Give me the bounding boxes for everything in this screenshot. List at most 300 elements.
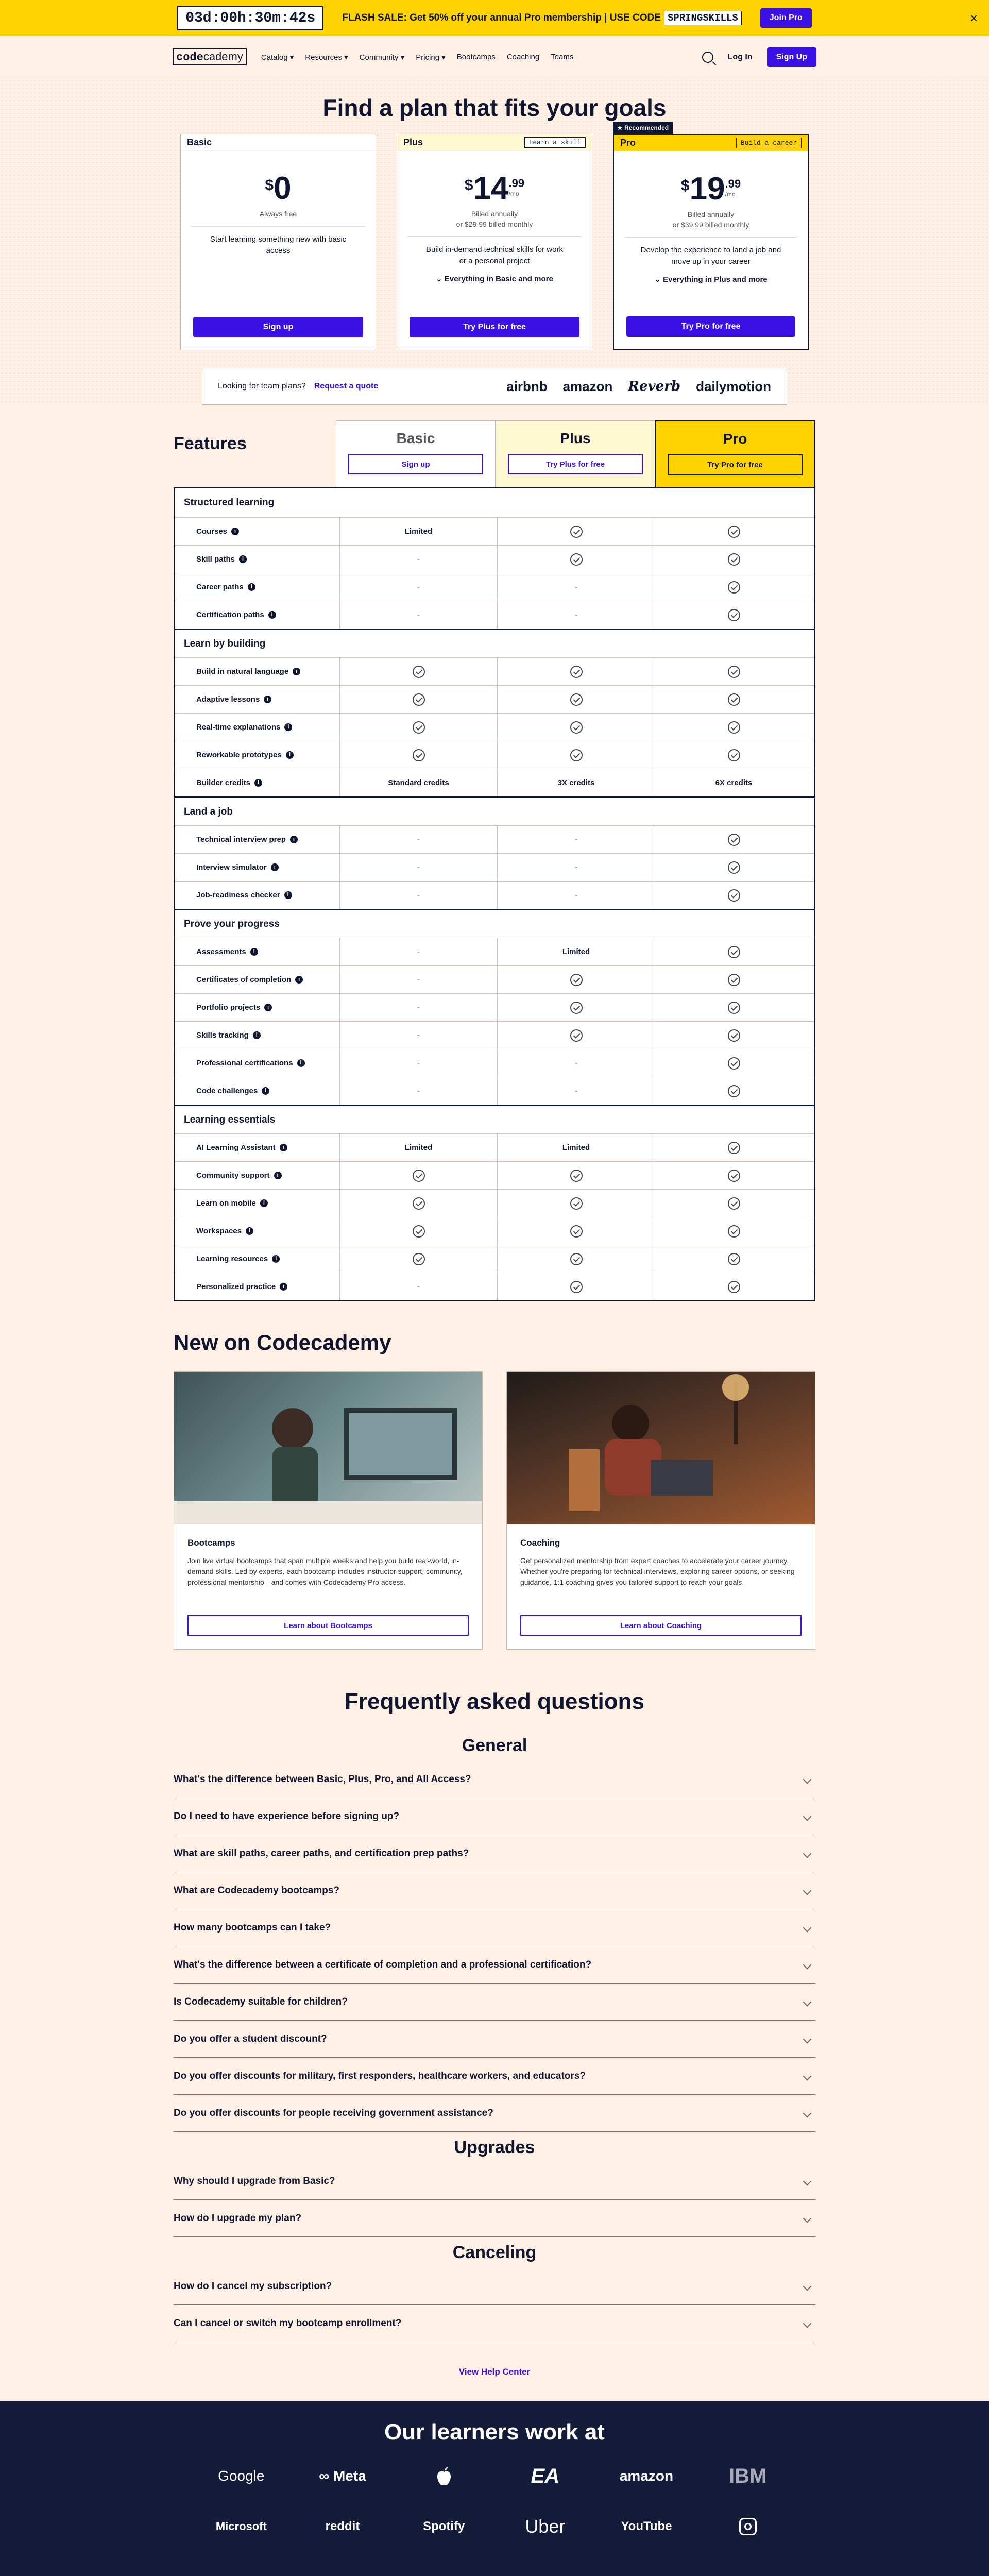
col-name-plus: Plus <box>560 430 591 446</box>
feature-name <box>175 583 339 591</box>
feature-cell <box>339 741 497 769</box>
feature-row <box>175 1049 814 1077</box>
feature-cell <box>497 966 655 993</box>
info-icon[interactable]: i <box>280 1144 287 1151</box>
faq-question-text: How do I upgrade my plan? <box>174 2212 302 2224</box>
nav-pricing[interactable]: Pricing ▾ <box>416 53 446 62</box>
login-link[interactable]: Log In <box>727 52 753 61</box>
info-icon[interactable]: i <box>284 723 292 731</box>
feature-cell <box>339 1162 497 1189</box>
check-circle-icon <box>570 1253 583 1265</box>
nav-links <box>261 53 574 62</box>
faq-question[interactable] <box>174 2095 815 2132</box>
info-icon[interactable]: i <box>286 751 294 759</box>
feature-cell <box>339 1190 497 1217</box>
feature-name-label: Portfolio projects <box>196 1003 261 1012</box>
check-circle-icon <box>413 1170 425 1182</box>
feature-cell <box>339 1245 497 1273</box>
team-plans-text: Looking for team plans? <box>218 382 306 391</box>
plan-desc-pro: Develop the experience to land a job and move up in your career <box>640 246 781 266</box>
feature-cell <box>497 1245 655 1273</box>
faq-section-title: Upgrades <box>454 2138 535 2157</box>
feature-cell: - <box>339 573 497 601</box>
faq-question[interactable] <box>174 2163 815 2200</box>
info-icon[interactable]: i <box>231 528 239 535</box>
search-icon[interactable] <box>702 52 713 63</box>
check-circle-icon <box>570 974 583 986</box>
feature-name-label: Interview simulator <box>196 863 267 872</box>
check-circle-icon <box>728 581 740 594</box>
feature-name-label: Job-readiness checker <box>196 891 280 900</box>
feature-group-title: Learning essentials <box>175 1105 814 1133</box>
feature-name <box>175 611 339 619</box>
plan-everything-label-pro: Everything in Plus and more <box>663 275 768 284</box>
price-cents-plus <box>509 177 525 197</box>
feature-name <box>175 863 339 872</box>
info-icon[interactable]: i <box>239 555 247 563</box>
feature-name <box>175 1059 339 1067</box>
learners-title: Our learners work at <box>384 2419 605 2445</box>
info-icon[interactable]: i <box>250 948 258 956</box>
info-icon[interactable]: i <box>264 696 271 703</box>
faq-question[interactable] <box>174 2305 815 2342</box>
chevron-down-icon <box>803 2035 812 2043</box>
reddit-logo: reddit <box>325 2519 360 2533</box>
feature-name <box>175 1003 339 1012</box>
feature-name-label: Courses <box>196 527 228 536</box>
feature-name <box>175 947 339 956</box>
feature-name-label: Real-time explanations <box>196 723 281 732</box>
faq-question-text: What's the difference between a certificate of completion and a professional certification? <box>174 1959 592 1970</box>
feature-cell <box>655 714 812 741</box>
billing-info-plus <box>397 209 592 229</box>
feature-cell <box>655 1077 812 1105</box>
check-circle-icon <box>570 1281 583 1293</box>
feature-row <box>175 1133 814 1161</box>
faq-question[interactable] <box>174 1835 815 1872</box>
feature-cell: 6X credits <box>655 769 812 796</box>
feature-cell <box>497 1190 655 1217</box>
bootcamps-title: Bootcamps <box>187 1538 235 1548</box>
join-pro-button[interactable]: Join Pro <box>760 8 812 28</box>
feature-cell: - <box>497 1077 655 1105</box>
feature-row <box>175 713 814 741</box>
feature-cell <box>655 966 812 993</box>
info-icon[interactable]: i <box>290 836 298 843</box>
pricing-hero <box>0 78 989 405</box>
feature-row <box>175 741 814 769</box>
feature-name-label: Workspaces <box>196 1227 242 1235</box>
feature-name-label: Certificates of completion <box>196 975 292 984</box>
faq-section-title: General <box>462 1736 527 1755</box>
feature-name <box>175 723 339 732</box>
plan-cards <box>0 124 989 350</box>
feature-cell <box>339 686 497 713</box>
feature-cell <box>655 854 812 881</box>
price-cents-value-pro: .99 <box>725 177 741 190</box>
info-icon[interactable]: i <box>264 1004 272 1011</box>
check-circle-icon <box>728 1281 740 1293</box>
faq-question[interactable] <box>174 2268 815 2305</box>
features-table <box>174 420 815 1301</box>
feature-name <box>175 1143 339 1152</box>
bootcamps-text: Join live virtual bootcamps that span multiple weeks and help you build real-world, in-demand skills. Led by experts, each bootcamp includes instructor support, community, professional mentorship—and comes with Codecademy Pro access. <box>187 1556 463 1586</box>
plan-cta-basic[interactable]: Sign up <box>193 317 363 337</box>
info-icon[interactable]: i <box>268 611 276 619</box>
feature-cell <box>497 546 655 573</box>
feature-cell: Limited <box>497 938 655 965</box>
feature-name <box>175 695 339 704</box>
faq-question[interactable] <box>174 1984 815 2021</box>
info-icon[interactable]: i <box>295 976 303 984</box>
feature-row <box>175 601 814 629</box>
info-icon[interactable]: i <box>284 891 292 899</box>
feature-name <box>175 751 339 759</box>
plan-name-pro: Pro <box>620 138 636 148</box>
feature-cell: Limited <box>497 1134 655 1161</box>
price-amount-basic: 0 <box>274 171 292 206</box>
feature-cell <box>655 1217 812 1245</box>
check-circle-icon <box>728 1002 740 1014</box>
col-name-basic: Basic <box>396 430 435 446</box>
request-quote-link[interactable]: Request a quote <box>314 382 379 391</box>
feature-name <box>175 667 339 676</box>
faq-question[interactable] <box>174 1798 815 1835</box>
faq-question[interactable] <box>174 2200 815 2237</box>
nav-catalog[interactable]: Catalog ▾ <box>261 53 294 62</box>
plan-cta-plus[interactable]: Try Plus for free <box>410 317 579 337</box>
feature-group-title: Land a job <box>175 796 814 825</box>
feature-cell: - <box>339 546 497 573</box>
coaching-text: Get personalized mentorship from expert coaches to accelerate your career journey. Whether you're preparing for technical interviews, exploring career options, or seeking guidance, 1:1 coaching gives you tailored support to reach your goals. <box>520 1556 795 1586</box>
feature-name-label: Builder credits <box>196 778 251 787</box>
feature-cell <box>655 994 812 1021</box>
feature-cell <box>655 1190 812 1217</box>
plan-card-basic <box>180 134 376 350</box>
faq-section-title: Canceling <box>452 2243 537 2262</box>
feature-cell <box>655 1245 812 1273</box>
recommended-badge: ★ Recommended <box>613 122 673 134</box>
chevron-down-icon: ⌄ <box>654 275 663 284</box>
feature-cell <box>655 1134 812 1161</box>
check-circle-icon <box>413 1197 425 1210</box>
chevron-down-icon <box>803 1960 812 1969</box>
feature-cell: 3X credits <box>497 769 655 796</box>
flash-sale-text <box>342 12 742 24</box>
learn-bootcamps-button[interactable]: Learn about Bootcamps <box>187 1615 469 1636</box>
feature-row <box>175 853 814 881</box>
feature-name <box>175 527 339 536</box>
google-logo: Google <box>218 2468 265 2484</box>
feature-cell: - <box>339 1273 497 1300</box>
check-circle-icon <box>728 1225 740 1238</box>
nav-resources[interactable]: Resources ▾ <box>305 53 348 62</box>
feature-cell: - <box>339 938 497 965</box>
check-circle-icon <box>570 1029 583 1042</box>
youtube-logo: YouTube <box>621 2519 672 2533</box>
info-icon[interactable]: i <box>280 1283 287 1291</box>
chevron-down-icon <box>803 1923 812 1932</box>
price-period-pro: /mo <box>725 191 736 198</box>
price-period-plus: /mo <box>508 190 519 197</box>
check-circle-icon <box>570 721 583 734</box>
feature-cell: Standard credits <box>339 769 497 796</box>
flash-banner <box>0 0 989 36</box>
check-circle-icon <box>728 889 740 902</box>
check-circle-icon <box>728 693 740 706</box>
price-currency-pro: $ <box>680 177 690 194</box>
check-circle-icon <box>570 666 583 678</box>
feature-name <box>175 1087 339 1095</box>
feature-name-label: Personalized practice <box>196 1282 276 1291</box>
check-circle-icon <box>728 609 740 621</box>
chevron-down-icon <box>803 2214 812 2223</box>
help-center-link[interactable]: View Help Center <box>458 2367 531 2377</box>
info-icon[interactable]: i <box>293 668 300 675</box>
feature-name-label: Skill paths <box>196 555 235 564</box>
chevron-down-icon <box>803 1997 812 2006</box>
info-icon[interactable]: i <box>254 779 262 787</box>
features-header <box>174 420 815 487</box>
feature-row <box>175 1077 814 1105</box>
faq-question-text: How do I cancel my subscription? <box>174 2280 332 2292</box>
faq-question[interactable] <box>174 1909 815 1946</box>
feature-signup-button[interactable]: Sign up <box>348 454 483 474</box>
feature-cell <box>655 1162 812 1189</box>
feature-cell: Limited <box>339 1134 497 1161</box>
plan-head-plus <box>397 134 592 151</box>
feature-row <box>175 938 814 965</box>
feature-cell <box>497 1217 655 1245</box>
check-circle-icon <box>728 721 740 734</box>
airbnb-logo: airbnb <box>506 378 548 394</box>
faq-question-text: Is Codecademy suitable for children? <box>174 1996 348 2007</box>
billing-line1-pro: Billed annually <box>687 210 735 218</box>
check-circle-icon <box>728 666 740 678</box>
feature-row <box>175 657 814 685</box>
new-title: New on Codecademy <box>174 1330 391 1354</box>
feature-name-label: Build in natural language <box>196 667 289 676</box>
feature-try-plus-button[interactable]: Try Plus for free <box>508 454 643 474</box>
plan-price-plus <box>397 173 592 205</box>
feature-group-title: Learn by building <box>175 629 814 657</box>
check-circle-icon <box>728 1085 740 1097</box>
info-icon[interactable]: i <box>248 583 255 591</box>
info-icon[interactable]: i <box>260 1199 268 1207</box>
feature-cell: - <box>497 882 655 909</box>
feature-cell: - <box>497 601 655 629</box>
feature-row <box>175 573 814 601</box>
feature-name-label: Assessments <box>196 947 246 956</box>
feature-cell <box>497 658 655 685</box>
price-amount-pro: 19 <box>689 171 725 207</box>
feature-try-pro-button[interactable]: Try Pro for free <box>668 454 803 475</box>
info-icon[interactable]: i <box>246 1227 253 1235</box>
feature-cell: Limited <box>339 518 497 545</box>
faq-question-text: Can I cancel or switch my bootcamp enrollment? <box>174 2317 402 2329</box>
faq-question[interactable] <box>174 1946 815 1984</box>
chevron-down-icon: ⌄ <box>436 275 445 283</box>
faq-question[interactable] <box>174 1761 815 1798</box>
feature-cell: - <box>339 826 497 853</box>
feature-cell <box>497 1273 655 1300</box>
feature-row <box>175 965 814 993</box>
plan-divider-pro <box>624 237 797 238</box>
info-icon[interactable]: i <box>272 1255 280 1263</box>
check-circle-icon <box>413 721 425 734</box>
check-circle-icon <box>728 946 740 958</box>
instagram-icon <box>697 2516 798 2537</box>
chevron-down-icon <box>803 1849 812 1858</box>
bootcamps-image <box>174 1372 482 1524</box>
feature-name-label: Learning resources <box>196 1255 268 1263</box>
check-circle-icon <box>728 526 740 538</box>
billing-info-basic <box>181 209 376 219</box>
feature-cell <box>655 658 812 685</box>
feature-name <box>175 1031 339 1040</box>
info-icon[interactable]: i <box>262 1087 269 1095</box>
col-head-plus <box>496 420 655 487</box>
feature-cell: - <box>339 1049 497 1077</box>
feature-name <box>175 1171 339 1180</box>
price-currency-plus: $ <box>464 177 473 194</box>
nav-teams[interactable]: Teams <box>551 52 574 61</box>
info-icon[interactable]: i <box>271 863 279 871</box>
feature-cell <box>497 714 655 741</box>
price-cents-value-plus: .99 <box>508 177 525 190</box>
feature-cell <box>497 741 655 769</box>
bootcamps-body <box>174 1524 482 1601</box>
faq-body <box>174 1730 815 2342</box>
col-head-basic <box>336 420 496 487</box>
amazon-logo: amazon <box>562 378 613 394</box>
feature-row <box>175 1217 814 1245</box>
feature-name <box>175 1227 339 1235</box>
nav-coaching[interactable]: Coaching <box>506 52 540 61</box>
chevron-down-icon <box>803 2109 812 2117</box>
plan-desc-basic: Start learning something new with basic access <box>210 235 347 255</box>
countdown-timer: 03d:00h:30m:42s <box>177 6 323 30</box>
check-circle-icon <box>413 749 425 761</box>
new-section <box>174 1330 815 1650</box>
info-icon[interactable]: i <box>253 1031 261 1039</box>
feature-row <box>175 1189 814 1217</box>
promo-code: SPRINGSKILLS <box>664 11 742 25</box>
feature-name-label: Learn on mobile <box>196 1199 256 1208</box>
dailymotion-logo: dailymotion <box>696 378 771 394</box>
plan-everything-plus[interactable] <box>397 274 592 283</box>
feature-name <box>175 975 339 984</box>
faq-question[interactable] <box>174 2058 815 2095</box>
check-circle-icon <box>413 1225 425 1238</box>
feature-group-title: Prove your progress <box>175 909 814 938</box>
feature-row <box>175 1273 814 1300</box>
info-icon[interactable]: i <box>274 1172 282 1179</box>
feature-cell <box>339 714 497 741</box>
feature-cell <box>655 826 812 853</box>
feature-cell <box>655 882 812 909</box>
feature-cell <box>655 1022 812 1049</box>
reverb-logo: Reverb <box>628 379 681 394</box>
feature-cell: - <box>339 966 497 993</box>
faq-question-text: Do you offer discounts for military, first responders, healthcare workers, and educators? <box>174 2070 586 2081</box>
feature-row <box>175 545 814 573</box>
billing-line1-plus: Billed annually <box>471 210 518 218</box>
apple-icon <box>393 2466 494 2486</box>
plan-cta-pro[interactable]: Try Pro for free <box>626 316 795 337</box>
brand-logos <box>506 379 771 395</box>
ibm-logo: IBM <box>729 2464 767 2487</box>
feature-row <box>175 685 814 713</box>
check-circle-icon <box>570 1170 583 1182</box>
feature-name-label: AI Learning Assistant <box>196 1143 276 1152</box>
features-title: Features <box>174 434 247 453</box>
plan-price-pro <box>614 173 808 205</box>
price-amount-plus: 14 <box>473 171 509 206</box>
plan-price-basic <box>181 173 376 205</box>
flash-sale-message: FLASH SALE: Get 50% off your annual Pro membership | USE CODE <box>342 12 661 23</box>
feature-name <box>175 1255 339 1263</box>
billing-info-pro <box>614 209 808 230</box>
check-circle-icon <box>728 1197 740 1210</box>
feature-cell <box>339 1217 497 1245</box>
feature-name <box>175 778 339 787</box>
codecademy-logo[interactable] <box>173 48 247 65</box>
plan-divider-basic <box>191 226 365 227</box>
feature-group-title: Structured learning <box>184 497 275 508</box>
chevron-down-icon <box>803 1812 812 1821</box>
signup-button[interactable]: Sign Up <box>767 47 816 67</box>
feature-row <box>175 825 814 853</box>
feature-name <box>175 1199 339 1208</box>
billing-line2-plus: or $29.99 billed monthly <box>456 220 533 228</box>
faq-question[interactable] <box>174 2021 815 2058</box>
coaching-illustration <box>507 1372 815 1524</box>
check-circle-icon <box>728 1170 740 1182</box>
nav-bootcamps[interactable]: Bootcamps <box>456 52 496 61</box>
check-circle-icon <box>570 553 583 566</box>
plan-name-basic: Basic <box>187 137 212 147</box>
feature-cell <box>655 601 812 629</box>
check-circle-icon <box>570 1002 583 1014</box>
check-circle-icon <box>728 749 740 761</box>
feature-cell <box>655 741 812 769</box>
feature-name <box>175 891 339 900</box>
info-icon[interactable]: i <box>297 1059 305 1067</box>
feature-name <box>175 555 339 564</box>
faq-question-text: Do you offer discounts for people receiving government assistance? <box>174 2107 493 2119</box>
learn-coaching-button[interactable]: Learn about Coaching <box>520 1615 802 1636</box>
close-icon[interactable]: × <box>969 10 978 26</box>
check-circle-icon <box>570 526 583 538</box>
faq-question[interactable] <box>174 1872 815 1909</box>
feature-row <box>175 1021 814 1049</box>
coaching-card <box>506 1371 815 1650</box>
price-cents-pro <box>725 177 741 198</box>
faq-question-text: Do I need to have experience before signing up? <box>174 1810 400 1822</box>
plan-head-pro <box>614 135 808 151</box>
plan-card-pro <box>613 124 809 350</box>
plan-everything-pro[interactable] <box>614 275 808 284</box>
page-title: Find a plan that fits your goals <box>322 94 667 121</box>
nav-community[interactable]: Community ▾ <box>359 53 405 62</box>
coaching-body <box>507 1524 815 1601</box>
feature-row <box>175 881 814 909</box>
plan-head-basic <box>181 134 376 151</box>
feature-cell: - <box>497 1049 655 1077</box>
plan-divider-plus <box>407 236 582 237</box>
faq-section <box>174 1689 815 2377</box>
